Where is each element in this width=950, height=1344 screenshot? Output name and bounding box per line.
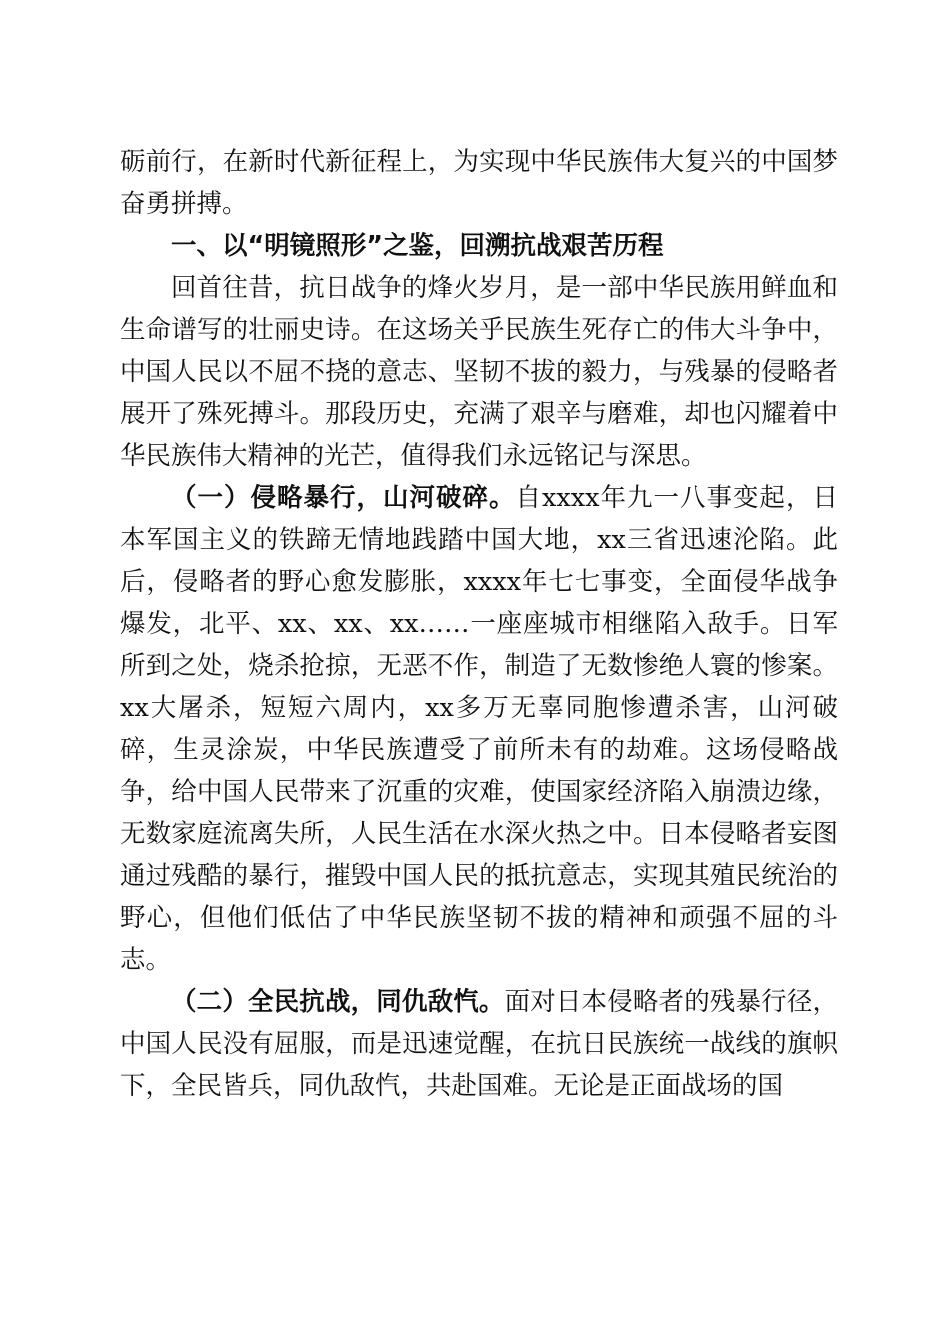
subsection-1-lead: （一）侵略暴行，山河破碎。: [171, 483, 516, 513]
intro-continuation-paragraph: 砺前行，在新时代新征程上，为实现中华民族伟大复兴的中国梦奋勇拼搏。: [120, 147, 838, 219]
subsection-1-paragraph: [120, 477, 838, 981]
document-body: [120, 141, 838, 1107]
subsection-2-body: 面对日本侵略者的残暴行径，中国人民没有屈服，而是迅速觉醒，在抗日民族统一战线的旗帜下，全民皆兵，同仇敌忾，共赴国难。无论是正面战场的国: [120, 987, 838, 1101]
subsection-1-body: 自xxxx年九一八事变起，日本军国主义的铁蹄无情地践踏中国大地，xx三省迅速沦陷。此后，侵略者的野心愈发膨胀，xxxx年七七事变，全面侵华战争爆发，北平、xx、xx、xx……一座座城市相继陷入敌手。日军所到之处，烧杀抢掠，无恶不作，制造了无数惨绝人寰的惨案。xx大屠杀，短短六周内，xx多万无辜同胞惨遭杀害，山河破碎，生灵涂炭，中华民族遭受了前所未有的劫难。这场侵略战争，给中国人民带来了沉重的灾难，使国家经济陷入崩溃边缘，无数家庭流离失所，人民生活在水深火热之中。日本侵略者妄图通过残酷的暴行，摧毁中国人民的抵抗意志，实现其殖民统治的野心，但他们低估了中华民族坚韧不拔的精神和顽强不屈的斗志。: [120, 483, 838, 975]
paragraph-review-history: 回首往昔，抗日战争的烽火岁月，是一部中华民族用鲜血和生命谱写的壮丽史诗。在这场关乎民族生死存亡的伟大斗争中，中国人民以不屈不挠的意志、坚韧不拔的毅力，与残暴的侵略者展开了殊死搏斗。那段历史，充满了艰辛与磨难，却也闪耀着中华民族伟大精神的光芒，值得我们永远铭记与深思。: [120, 273, 838, 471]
section-heading: 一、以“明镜照形”之鉴，回溯抗战艰苦历程: [171, 231, 664, 261]
subsection-2-lead: （二）全民抗战，同仇敌忾。: [171, 987, 505, 1017]
subsection-2-paragraph: [120, 981, 838, 1107]
